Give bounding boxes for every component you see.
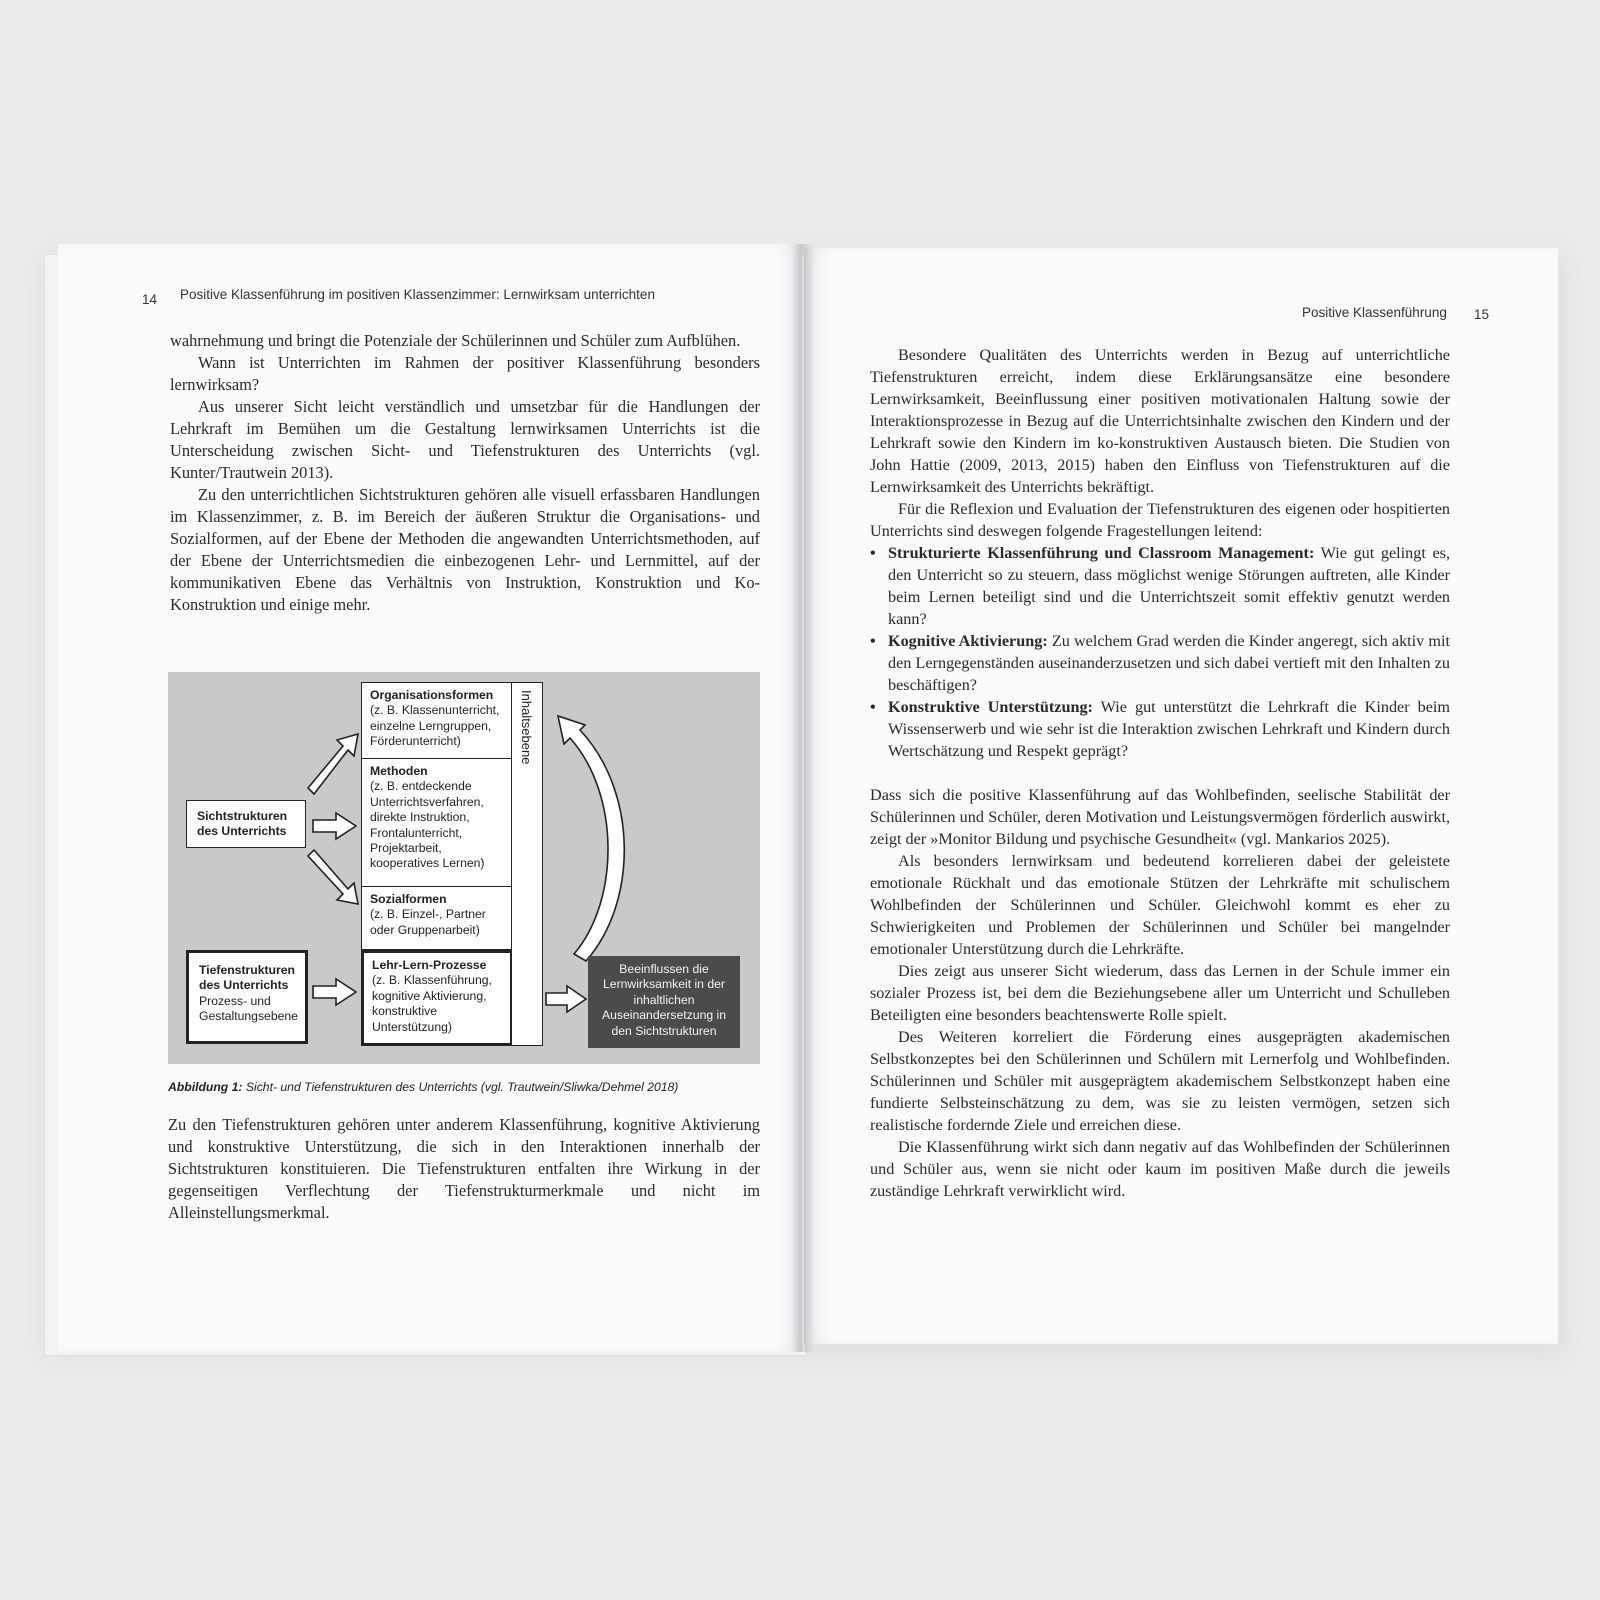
- bullet-item: [870, 542, 1450, 630]
- right-paragraph-7: Die Klassenführung wirkt sich dann negativ auf das Wohlbefinden der Schülerinnen und Schüler aus, wenn sie nicht oder kaum im positiven Maße durch die jeweils zuständige Lehrkraft verwirklicht wird.: [870, 1138, 1450, 1200]
- right-paragraph-1: Besondere Qualitäten des Unterrichts werden in Bezug auf unterrichtliche Tiefenstrukturen erreicht, indem diese Erklärungsansätze eine besondere Lernwirksamkeit, Beeinflussung einer positiven motivationalen Haltung sowie der Interaktionsprozesse in Bezug auf die Unterrichtsinhalte zwischen den Kindern und der Lehrkraft sowie den Kindern im ko-konstruktiven Austausch bieten. Die Studien von John Hattie (2009, 2013, 2015) haben den Einfluss von Tiefenstrukturen auf die Lernwirksamkeit des Unterrichts bekräftigt.: [870, 346, 1450, 496]
- right-running-head: Positive Klassenführung: [1302, 305, 1447, 320]
- org-title: Organisationsformen: [370, 688, 494, 702]
- right-paragraph-6: Des Weiteren korreliert die Förderung eines ausgeprägten akademischen Selbstkonzeptes bei den Schülerinnen und Schülern mit Lernerfolg und Wohlbefinden. Schülerinnen und Schüler mit ausgeprägtem akademischem Selbstkonzept haben eine fundierte Selbsteinschätzung zu dem, was sie zu leisten vermögen, setzen sich realistische fordernde Ziele und erreichen diese.: [870, 1028, 1450, 1134]
- inhaltsebene-label: Inhaltsebene: [519, 690, 534, 765]
- box-tiefenstrukturen: [186, 950, 308, 1044]
- arrow-right-tiefe: [313, 979, 356, 1005]
- right-body-text: [870, 344, 1450, 1202]
- left-paragraph-2: Wann ist Unterrichten im Rahmen der positiver Klassenführung besonders lernwirksam?: [170, 353, 760, 394]
- left-body-text: [170, 330, 760, 616]
- bullet-term: Konstruktive Unterstützung:: [888, 698, 1093, 716]
- caption-text: Sicht- und Tiefenstrukturen des Unterrichts (vgl. Trautwein/Sliwka/Dehmel 2018): [245, 1080, 679, 1094]
- book-gutter: [792, 244, 814, 1352]
- right-paragraph-5: Dies zeigt aus unserer Sicht wiederum, dass das Lernen in der Schule immer ein sozialer Prozess ist, bei dem die Beziehungsebene aller um Unterricht und Schulleben Beteiligten eine besonders beachtenswerte Rolle spielt.: [870, 962, 1450, 1024]
- tiefe-title: Tiefenstrukturen: [199, 963, 295, 977]
- right-page-number: 15: [1474, 307, 1490, 322]
- tiefe-line4: Gestaltungsebene: [199, 1009, 298, 1024]
- box-sichtstrukturen: [186, 800, 306, 848]
- bullet-text: Zu welchem Grad werden die Kinder angeregt, sich aktiv mit den Lerngegenständen auseinanderzusetzen und sich dabei vertieft mit den Inhalten zu beschäftigen?: [888, 632, 1450, 694]
- arrow-right-sicht: [313, 813, 356, 839]
- arrow-down-right: [308, 850, 358, 904]
- meth-title: Methoden: [370, 764, 428, 778]
- arrow-curved-up: [558, 716, 624, 961]
- arrow-right-beeinflussen: [546, 986, 586, 1012]
- box-sozialformen: [361, 886, 513, 950]
- bullet-item: [870, 696, 1450, 762]
- meth-text: (z. B. entdeckende Unterrichtsverfahren, direkte Instruktion, Frontalunterricht, Projektarbeit, kooperatives Lernen): [370, 779, 485, 871]
- sozial-text: (z. B. Einzel-, Partner oder Gruppenarbeit): [370, 907, 486, 937]
- figure-caption: [168, 1080, 768, 1094]
- box-beeinflussen: Beeinflussen die Lernwirksamkeit in der inhaltlichen Auseinandersetzung in den Sichtstrukturen: [588, 956, 740, 1048]
- caption-label: Abbildung 1:: [168, 1080, 243, 1094]
- bullet-item: [870, 630, 1450, 696]
- sicht-title: Sichtstrukturen: [197, 809, 288, 823]
- bullet-text: Wie gut gelingt es, den Unterricht so zu steuern, dass möglichst wenige Störungen auftreten, alle Kinder beim Lernen beteiligt sind und die Unterrichtszeit somit effektiv genutzt werden kann?: [888, 544, 1450, 628]
- lehr-title: Lehr-Lern-Prozesse: [372, 958, 487, 972]
- lehr-text: (z. B. Klassenführung, kognitive Aktivierung, konstruktive Unterstützung): [372, 973, 492, 1034]
- sozial-title: Sozialformen: [370, 892, 447, 906]
- arrow-up-right: [308, 734, 358, 794]
- tiefe-line3: Prozess- und: [199, 993, 271, 1008]
- sicht-line2: des Unterrichts: [197, 824, 287, 839]
- left-paragraph-4: Zu den unterrichtlichen Sichtstrukturen gehören alle visuell erfassbaren Handlungen im Klassenzimmer, z. B. im Bereich der äußeren Struktur die Organisations- und Sozialformen, auf der Ebene der Methoden die angewandten Unterrichtsmethoden, auf der Ebene der Unterrichtsmedien die einbezogenen Lehr- und Lernmittel, auf der kommunikativen Ebene das Verhältnis von Instruktion, Konstruktion und Ko-Konstruktion und einige mehr.: [170, 485, 760, 614]
- bullet-text: Wie gut unterstützt die Lehrkraft die Kinder beim Wissenserwerb und wie sehr ist die Interaktion zwischen Lehrkraft und Kindern durch Wertschätzung und Respekt geprägt?: [888, 698, 1450, 760]
- right-paragraph-2: Für die Reflexion und Evaluation der Tiefenstrukturen des eigenen oder hospitierten Unterrichts sind deswegen folgende Fragestellungen leitend:: [870, 500, 1450, 540]
- paragraph-gap: [870, 762, 1450, 784]
- left-running-head: Positive Klassenführung im positiven Klassenzimmer: Lernwirksam unterrichten: [180, 287, 655, 302]
- left-paragraph-after-figure: Zu den Tiefenstrukturen gehören unter anderem Klassenführung, kognitive Aktivierung und konstruktive Unterstützung, die sich in den Interaktionen innerhalb der Sichtstrukturen konstituieren. Die Tiefenstrukturen entfalten ihre Wirkung in der gegenseitigen Verflechtung der Tiefenstrukturmerkmale und nicht im Alleinstellungsmerkmal.: [168, 1115, 760, 1222]
- box-methoden: [361, 758, 513, 888]
- right-paragraph-3: Dass sich die positive Klassenführung auf das Wohlbefinden, seelische Stabilität der Schülerinnen und Schüler, deren Motivation und Leistungsvermögen förderlich auswirkt, zeigt der »Monitor Bildung und psychische Gesundheit« (vgl. Mankarios 2025).: [870, 786, 1450, 848]
- bullet-term: Kognitive Aktivierung:: [888, 632, 1048, 650]
- bullet-term: Strukturierte Klassenführung und Classroom Management:: [888, 544, 1315, 562]
- org-text: (z. B. Klassenunterricht, einzelne Lerngruppen, Förderunterricht): [370, 703, 500, 749]
- left-page-number: 14: [142, 292, 158, 307]
- left-paragraph-3: Aus unserer Sicht leicht verständlich und umsetzbar für die Handlungen der Lehrkraft im Bemühen um die Gestaltung lernwirksamen Unterrichts ist die Unterscheidung zwischen Sicht- und Tiefenstrukturen des Unterrichts (vgl. Kunter/Trautwein 2013).: [170, 397, 760, 482]
- box-lehr-lern-prozesse: [361, 950, 513, 1046]
- right-paragraph-4: Als besonders lernwirksam und bedeutend korrelieren dabei der geleistete emotionale Rückhalt und das emotionale Stützen der Lehrkräfte mit schulischem Wohlbefinden der Schülerinnen und Schüler. Gleichwohl kommt es eher zu Schwierigkeiten und Problemen der Schülerinnen und Schüler bei mangelnder emotionaler Unterstützung durch die Lehrkräfte.: [870, 852, 1450, 958]
- figure-sicht-tiefenstrukturen: [168, 672, 760, 1064]
- box-organisationsformen: [361, 682, 513, 760]
- left-paragraph-1: wahrnehmung und bringt die Potenziale der Schülerinnen und Schüler zum Aufblühen.: [170, 331, 741, 350]
- tiefe-line2: des Unterrichts: [199, 978, 289, 993]
